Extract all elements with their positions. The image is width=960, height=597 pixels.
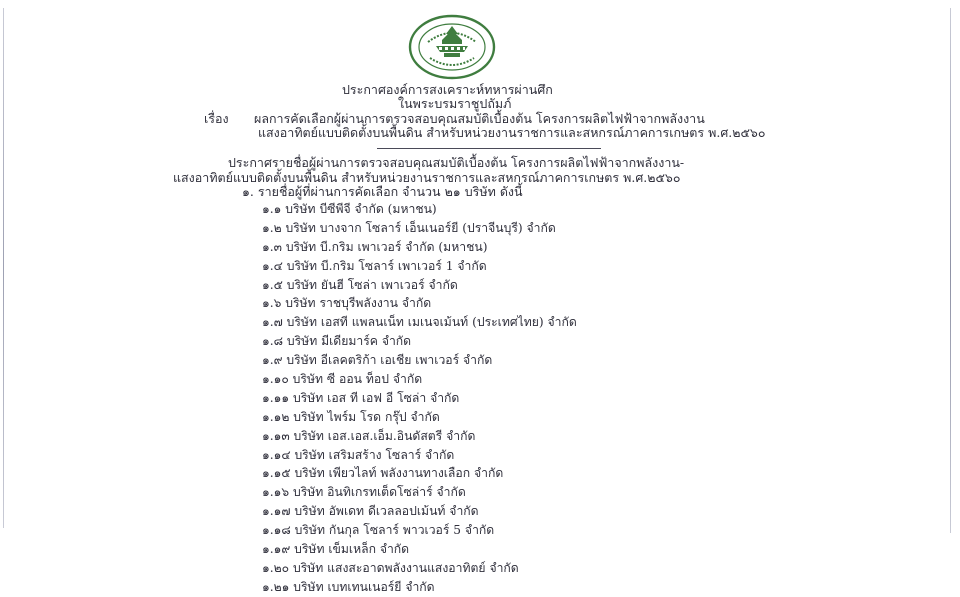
list-item: ๑.๕ บริษัท ยันฮี โซล่า เพาเวอร์ จำกัด [262,277,458,292]
list-item: ๑.๗ บริษัท เอสที แพลนเน็ท เมเนจเม้นท์ (ประเทศไทย) จำกัด [262,315,577,330]
list-item: ๑.๑๘ บริษัท กันกุล โซลาร์ พาวเวอร์ 5 จำกัด [262,523,495,538]
issuer-title: ประกาศองค์การสงเคราะห์ทหารผ่านศึก [342,82,553,97]
company-list [262,200,577,597]
list-item: ๑.๙ บริษัท อีเลคตริก้า เอเชีย เพาเวอร์ จำกัด [262,353,493,368]
list-item: ๑.๔ บริษัท บี.กริม โซลาร์ เพาเวอร์ 1 จำกัด [262,258,487,273]
scan-edge-left [3,8,4,528]
list-item: ๑.๖ บริษัท ราชบุรีพลังงาน จำกัด [262,296,432,311]
list-item: ๑.๑ บริษัท บีซีพีจี จำกัด (มหาชน) [262,202,437,216]
subject-text: ผลการคัดเลือกผู้ผ่านการตรวจสอบคุณสมบัติเบื้องต้น โครงการผลิตไฟฟ้าจากพลังงาน [254,111,705,126]
list-item: ๑.๑๖ บริษัท อินทิเกรทเต็ดโซล่าร์ จำกัด [262,485,466,500]
list-item: ๑.๑๐ บริษัท ซี ออน ท็อป จำกัด [262,372,423,387]
section-heading: ๑. รายชื่อผู้ที่ผ่านการคัดเลือก จำนวน ๒๑ บริษัท ดังนี้ [242,184,523,199]
list-item: ๑.๑๒ บริษัท ไพร์ม โรด กรุ๊ป จำกัด [262,409,440,424]
list-item: ๑.๑๕ บริษัท เพียวไลท์ พลังงานทางเลือก จำกัด [262,466,504,481]
list-item: ๑.๑๔ บริษัท เสริมสร้าง โซลาร์ จำกัด [262,447,455,462]
list-item: ๑.๑๓ บริษัท เอส.เอส.เอ็ม.อินดัสตรี จำกัด [262,428,476,443]
emblem-logo-icon [408,14,496,80]
list-item: ๑.๒๑ บริษัท เบทเทนเนอร์ยี จำกัด [262,579,435,594]
subject-line-2: แสงอาทิตย์แบบติดตั้งบนพื้นดิน สำหรับหน่วยงานราชการและสหกรณ์ภาคการเกษตร พ.ศ.๒๕๖๐ [258,125,766,140]
list-item: ๑.๑๙ บริษัท เข็มเหล็ก จำกัด [262,542,410,557]
list-item: ๑.๒๐ บริษัท แสงสะอาดพลังงานแสงอาทิตย์ จำกัด [262,560,519,575]
list-item: ๑.๑๗ บริษัท อัพเดท ดีเวลลอปเม้นท์ จำกัด [262,504,479,519]
scan-edge-right [950,8,951,533]
list-item: ๑.๒ บริษัท บางจาก โซลาร์ เอ็นเนอร์ยี (ปราจีนบุรี) จำกัด [262,220,556,235]
list-item: ๑.๘ บริษัท มีเดียมาร์ค จำกัด [262,334,412,349]
list-item: ๑.๑๑ บริษัท เอส ที เอฟ อี โซล่า จำกัด [262,390,460,405]
announcement-line-1: ประกาศรายชื่อผู้ผ่านการตรวจสอบคุณสมบัติเบื้องต้น โครงการผลิตไฟฟ้าจากพลังงาน- [228,155,685,170]
announcement-line-2: แสงอาทิตย์แบบติดตั้งบนพื้นดิน สำหรับหน่วยงานราชการและสหกรณ์ภาคการเกษตร พ.ศ.๒๕๖๐ [173,170,681,185]
royal-patronage: ในพระบรมราชูปถัมภ์ [398,96,512,111]
list-item: ๑.๓ บริษัท บี.กริม เพาเวอร์ จำกัด (มหาชน) [262,239,488,254]
subject-label: เรื่อง [204,111,229,126]
divider [377,148,601,149]
